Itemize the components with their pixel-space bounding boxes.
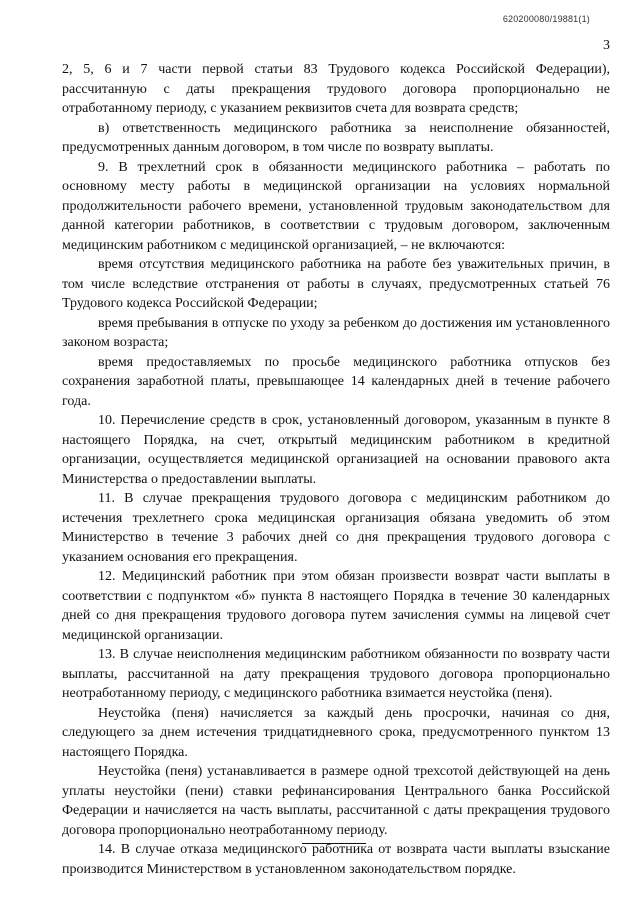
paragraph-subitem-v: в) ответственность медицинского работника за неисполнение обязанностей, предусмотренных данным договором, в том числе по возврату выплаты. <box>62 120 610 155</box>
paragraph-item-13: 13. В случае неисполнения медицинским работником обязанности по возврату части выплаты, рассчитанной на дату прекращения трудового договора пропорционально неотработанному периоду, с медицинского работника взимается неустойка (пеня). <box>62 647 610 701</box>
page-number: 3 <box>603 38 610 53</box>
document-id: 620200080/19881(1) <box>502 14 590 24</box>
paragraph-item-9-exclusion-3: время предоставляемых по просьбе медицинского работника отпусков без сохранения заработной платы, превышающее 14 календарных дней в течение рабочего года. <box>62 354 610 409</box>
paragraph-continuation: 2, 5, 6 и 7 части первой статьи 83 Трудового кодекса Российской Федерации), рассчитанную с даты прекращения трудового договора пропорционально не отработанному периоду, с указанием реквизитов счета для возврата средств; <box>62 62 610 116</box>
paragraph-item-9-exclusion-2: время пребывания в отпуске по уходу за ребенком до достижения им установленного законом возраста; <box>62 315 610 350</box>
paragraph-penalty-accrual: Неустойка (пеня) начисляется за каждый день просрочки, начиная со дня, следующего за днем истечения тридцатидневного срока, предусмотренного пунктом 13 настоящего Порядка. <box>62 705 610 760</box>
paragraph-item-12: 12. Медицинский работник при этом обязан произвести возврат части выплаты в соответствии с подпунктом «б» пункта 8 настоящего Порядка в течение 30 календарных дней со дня прекращения трудового договора путем зачисления суммы на лицевой счет медицинской организации. <box>62 569 610 643</box>
paragraph-item-10: 10. Перечисление средств в срок, установленный договором, указанным в пункте 8 настоящего Порядка, на счет, открытый медицинским работником в кредитной организации, осуществляется медицинской организацией на основании правового акта Министерства о предоставлении выплаты. <box>62 413 610 487</box>
end-of-page-rule <box>302 843 366 844</box>
paragraph-item-11: 11. В случае прекращения трудового договора с медицинским работником до истечения трехлетнего срока медицинская организация обязана уведомить об этом Министерство в течение 3 рабочих дней со дня прекращения трудового договора с указанием основания его прекращения. <box>62 491 610 565</box>
paragraph-item-9: 9. В трехлетний срок в обязанности медицинского работника – работать по основному месту работы в медицинской организации на условиях нормальной продолжительности рабочего времени, установленной трудовым законодательством для данной категории работников, в соответствии с трудовым договором, заключенным медицинским работником с медицинской организацией, – не включаются: <box>62 159 610 253</box>
paragraph-item-14: 14. В случае отказа медицинского работника от возврата части выплаты взыскание производится Министерством в установленном законодательством порядке. <box>62 842 610 877</box>
paragraph-item-9-exclusion-1: время отсутствия медицинского работника на работе без уважительных причин, в том числе вследствие отстранения от работы в случаях, предусмотренных статьей 76 Трудового кодекса Российской Федерации; <box>62 257 610 311</box>
document-body <box>62 60 610 879</box>
paragraph-penalty-rate: Неустойка (пеня) устанавливается в размере одной трехсотой действующей на день уплаты неустойки (пени) ставки рефинансирования Центрального банка Российской Федерации и начисляется на часть выплаты, рассчитанной с даты прекращения трудового договора пропорционально неотработанному периоду. <box>62 764 610 838</box>
